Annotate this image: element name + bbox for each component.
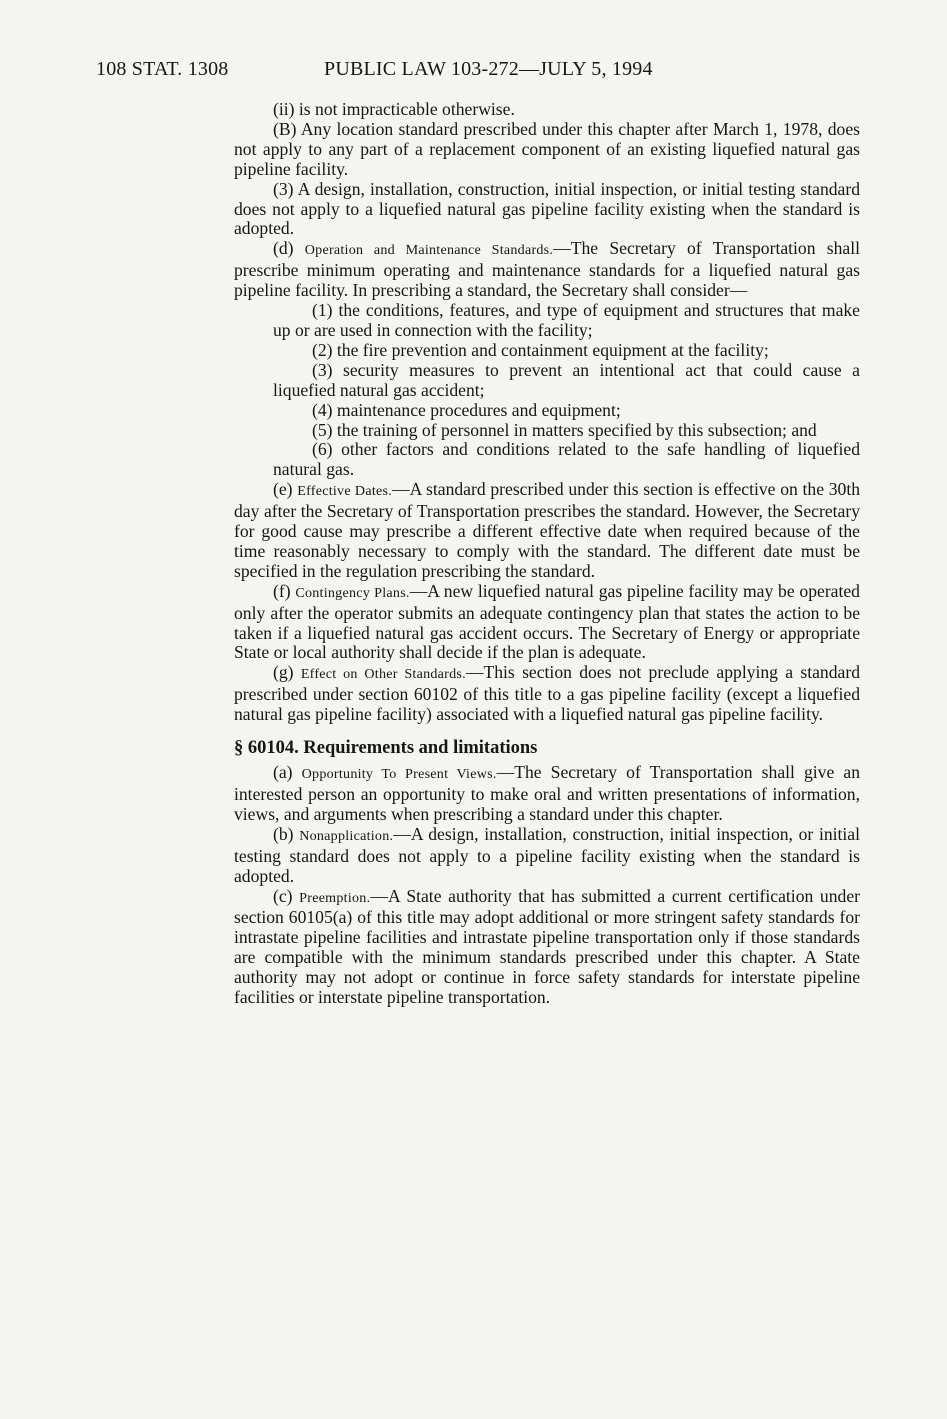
subsection-b-text: —A design, installation, construction, initial inspection, or initial testing standard does not apply to a pipeline facility existing when the standard is adopted. — [234, 823, 860, 886]
list-item: (6) other factors and conditions related to the safe handling of liquefied natural gas. — [273, 439, 860, 480]
subsection-a-label: (a) — [273, 762, 302, 783]
subsection-d-text: —The Secretary of Transportation shall prescribe minimum operating and maintenance standards for a liquefied natural gas pipeline facility. In prescribing a standard, the Secretary shall consider— — [234, 238, 860, 301]
law-title: PUBLIC LAW 103-272—JULY 5, 1994 — [324, 58, 653, 80]
section-title: § 60104. Requirements and limitations — [234, 738, 538, 759]
subsection-b-heading: Nonapplication. — [299, 827, 394, 844]
subsection-g-text: —This section does not preclude applying a standard prescribed under section 60102 of this title to a gas pipeline facility (except a liquefied natural gas pipeline facility) associated with a liquefied natural gas pipeline facility. — [234, 662, 860, 725]
subsection-f — [234, 582, 860, 664]
list-item: (1) the conditions, features, and type of equipment and structures that make up or are used in connection with the facility; — [273, 300, 860, 340]
paragraph-b: (B) Any location standard prescribed under this chapter after March 1, 1978, does not apply to any part of a replacement component of an existing liquefied natural gas pipeline facility. — [234, 118, 860, 179]
subsection-c-text: —A State authority that has submitted a current certification under section 60105(a) of this title may adopt additional or more stringent safety standards for intrastate pipeline facilities and intrastate pipeline transportation only if those standards are compatible with the minimum standards prescribed under this chapter. A State authority may not adopt or continue in force safety standards for interstate pipeline facilities or interstate pipeline transportation. — [234, 885, 860, 1008]
subsection-a-heading: Opportunity To Present Views. — [301, 766, 497, 783]
subsection-c-label: (c) — [273, 885, 300, 906]
subsection-b — [234, 825, 860, 887]
subsection-f-heading: Contingency Plans. — [295, 584, 410, 601]
list-item: (3) security measures to prevent an intentional act that could cause a liquefied natural gas accident; — [273, 359, 860, 400]
subsection-e — [234, 480, 860, 582]
subsection-d — [234, 239, 860, 301]
subsection-c-heading: Preemption. — [299, 889, 371, 906]
subsection-a — [234, 763, 860, 825]
subsection-d-heading: Operation and Maintenance Standards. — [304, 242, 554, 259]
subsection-f-text: —A new liquefied natural gas pipeline facility may be operated only after the operator submits an adequate contingency plan that states the action to be taken if a liquefied natural gas accident occurs. The Secretary of Energy or appropriate State or local authority shall decide if the plan is adequate. — [234, 580, 860, 663]
subsection-c — [234, 887, 860, 1008]
paragraph-3: (3) A design, installation, construction, initial inspection, or initial testing standard does not apply to a liquefied natural gas pipeline facility existing when the standard is adopted. — [234, 178, 860, 239]
list-item: (2) the fire prevention and containment equipment at the facility; — [312, 339, 769, 360]
page-header — [0, 58, 947, 88]
subsection-g-heading: Effect on Other Standards. — [300, 666, 466, 683]
subsection-g — [234, 663, 860, 725]
subsection-a-text: —The Secretary of Transportation shall give an interested person an opportunity to make oral and written presentations of information, views, and arguments when prescribing a standard under this chapter. — [234, 762, 860, 824]
subsection-e-text: —A standard prescribed under this section is effective on the 30th day after the Secretary of Transportation prescribes the standard. However, the Secretary for good cause may prescribe a different effective date when required because of the time reasonably necessary to comply with the standard. The different date must be specified in the regulation prescribing the standard. — [234, 479, 860, 581]
subsection-e-label: (e) — [273, 479, 298, 500]
paragraph-ii: (ii) is not impracticable otherwise. — [273, 99, 515, 119]
subsection-f-label: (f) — [273, 580, 296, 601]
list-item: (5) the training of personnel in matters specified by this subsection; and — [312, 419, 817, 440]
subsection-b-label: (b) — [273, 823, 300, 844]
statute-citation: 108 STAT. 1308 — [96, 58, 229, 80]
document-body — [234, 100, 860, 1008]
subsection-e-heading: Effective Dates. — [297, 483, 392, 500]
subsection-g-label: (g) — [273, 662, 301, 683]
list-item: (4) maintenance procedures and equipment; — [312, 399, 621, 420]
subsection-d-label: (d) — [273, 238, 305, 259]
